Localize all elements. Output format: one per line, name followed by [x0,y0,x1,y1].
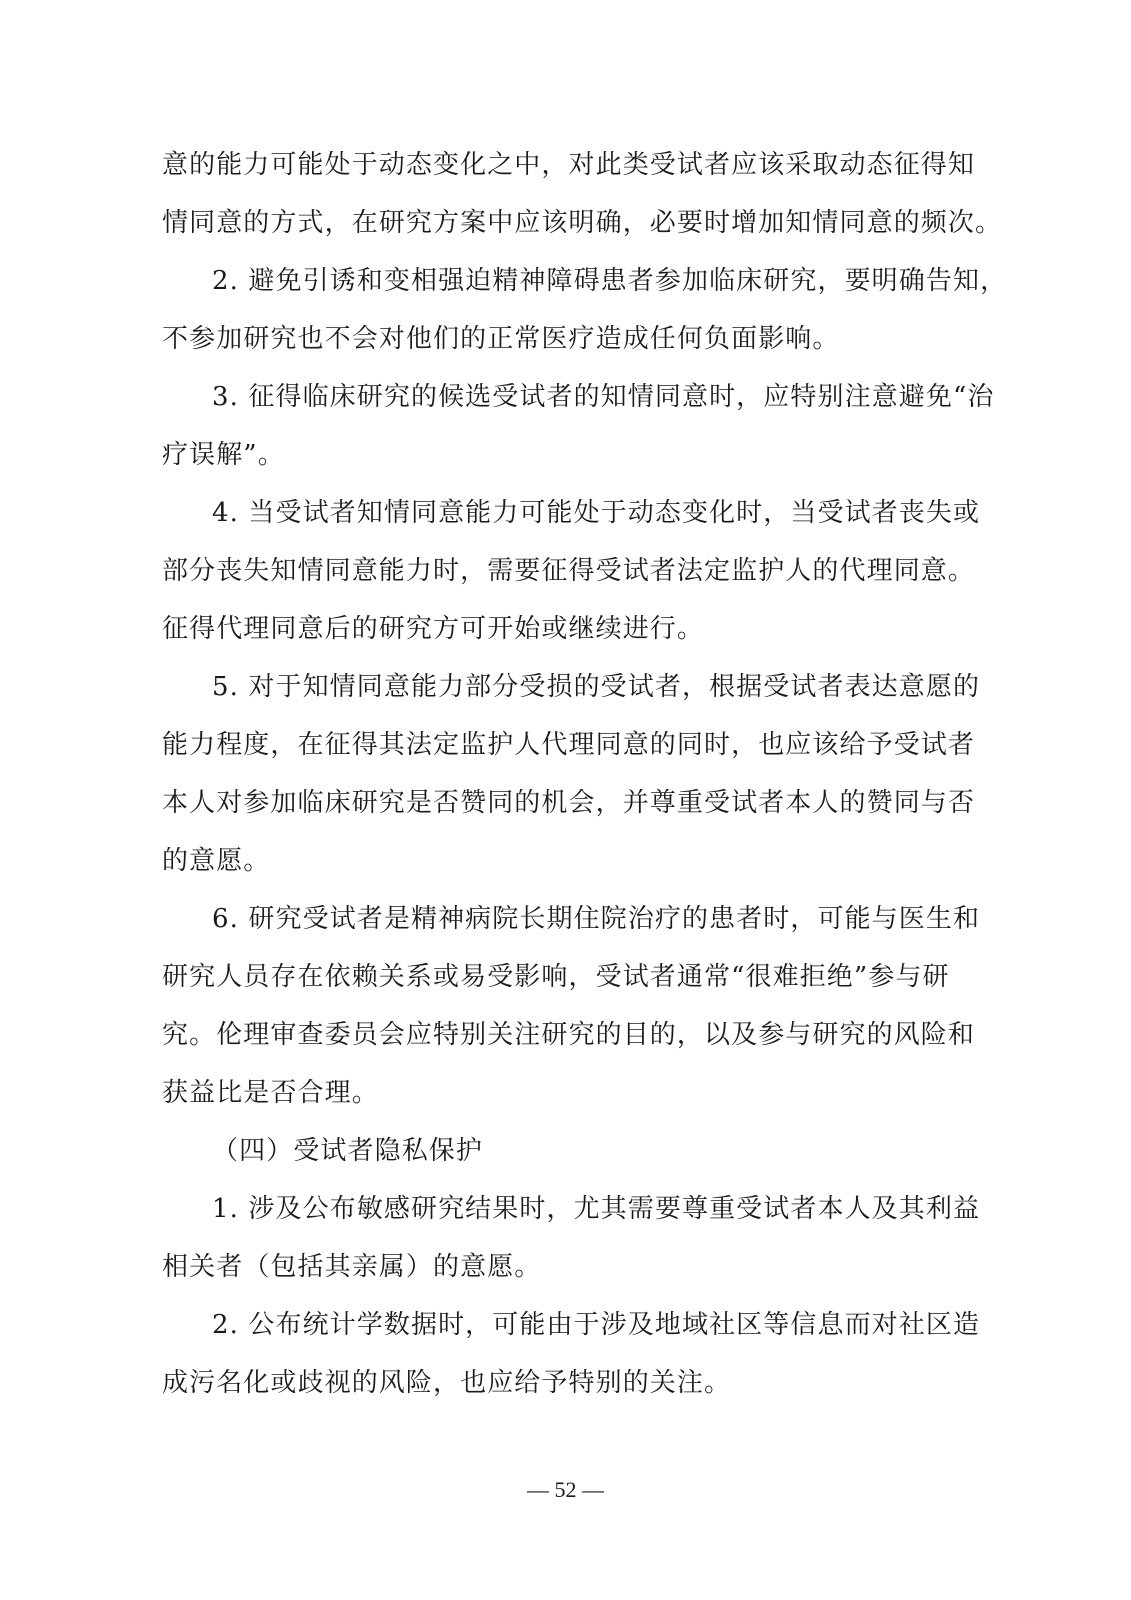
paragraph-line: 5. 对于知情同意能力部分受损的受试者，根据受试者表达意愿的 [212,672,981,702]
section-heading: （四）受试者隐私保护 [212,1136,484,1166]
paragraph-line: 的意愿。 [162,846,271,876]
paragraph-line: 3. 征得临床研究的候选受试者的知情同意时，应特别注意避免“治 [212,382,995,412]
paragraph-line: 究。伦理审查委员会应特别关注研究的目的，以及参与研究的风险和 [162,1020,976,1050]
paragraph-line: 研究人员存在依赖关系或易受影响，受试者通常“很难拒绝”参与研 [162,962,950,992]
paragraph-line: 获益比是否合理。 [162,1078,379,1108]
paragraph-line: 本人对参加临床研究是否赞同的机会，并尊重受试者本人的赞同与否 [162,788,976,818]
paragraph-line: 成污名化或歧视的风险，也应给予特别的关注。 [162,1368,732,1398]
paragraph-line: 4. 当受试者知情同意能力可能处于动态变化时，当受试者丧失或 [212,498,981,528]
paragraph-line: 2. 公布统计学数据时，可能由于涉及地域社区等信息而对社区造 [212,1310,981,1340]
paragraph-line: 情同意的方式，在研究方案中应该明确，必要时增加知情同意的频次。 [162,208,1003,238]
paragraph-line: 意的能力可能处于动态变化之中，对此类受试者应该采取动态征得知 [162,150,976,180]
paragraph-line: 疗误解”。 [162,440,285,470]
paragraph-line: 不参加研究也不会对他们的正常医疗造成任何负面影响。 [162,324,840,354]
paragraph-line: 相关者（包括其亲属）的意愿。 [162,1252,542,1282]
paragraph-line: 征得代理同意后的研究方可开始或继续进行。 [162,614,705,644]
paragraph-line: 1. 涉及公布敏感研究结果时，尤其需要尊重受试者本人及其利益 [212,1194,981,1224]
page-number: — 52 — [527,1477,604,1502]
paragraph-line: 2. 避免引诱和变相强迫精神障碍患者参加临床研究，要明确告知， [212,266,1008,296]
paragraph-line: 部分丧失知情同意能力时，需要征得受试者法定监护人的代理同意。 [162,556,976,586]
paragraph-line: 能力程度，在征得其法定监护人代理同意的同时，也应该给予受试者 [162,730,976,760]
paragraph-line: 6. 研究受试者是精神病院长期住院治疗的患者时，可能与医生和 [212,904,981,934]
